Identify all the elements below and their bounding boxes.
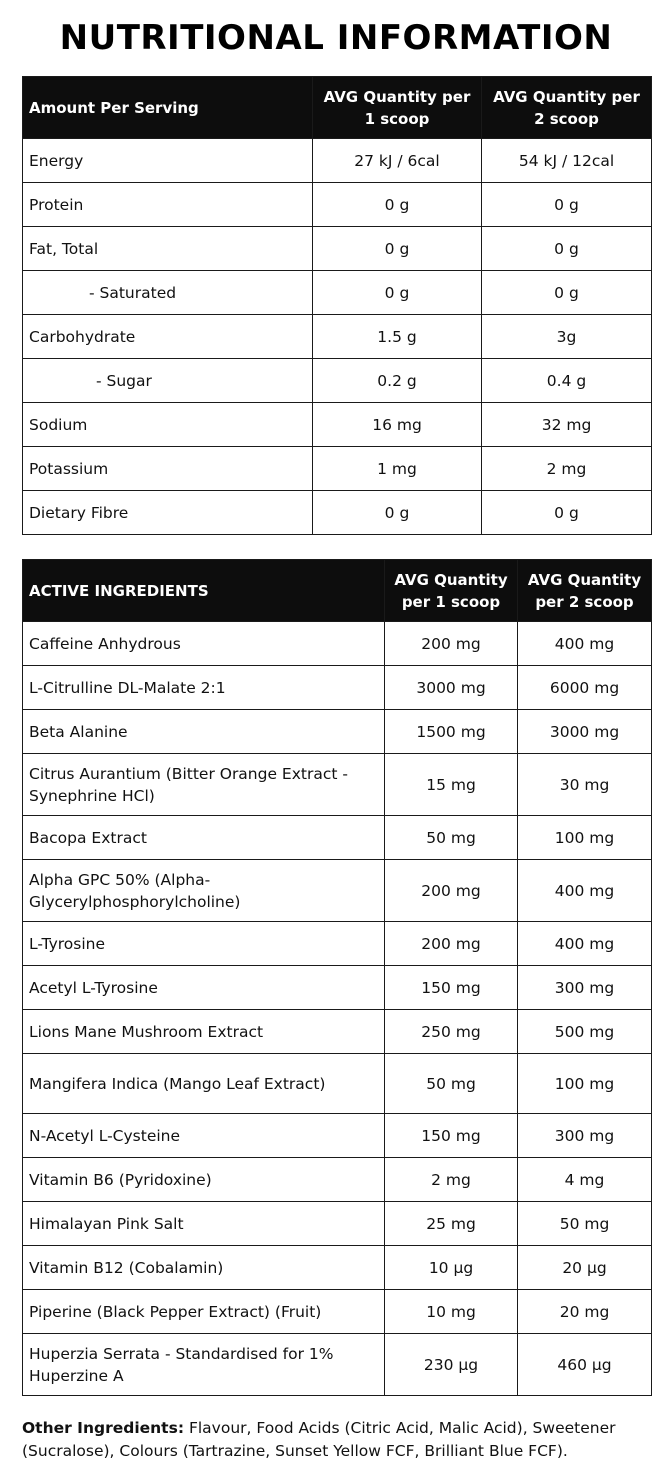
ingredient-name: N-Acetyl L-Cysteine — [23, 1114, 385, 1158]
value-two-scoop: 3g — [482, 315, 652, 359]
nutrient-name: Sodium — [23, 403, 313, 447]
value-one-scoop: 150 mg — [385, 966, 518, 1010]
other-ingredients-text: Flavour, Food Acids (Citric Acid, Malic Acid), Sweetener (Sucralose), Colours (Tartrazine, Sunset Yellow FCF, Brilliant Blue FCF). — [22, 1419, 616, 1460]
ingredient-name: Bacopa Extract — [23, 816, 385, 860]
value-two-scoop: 100 mg — [518, 1054, 652, 1114]
ingredient-name: Piperine (Black Pepper Extract) (Fruit) — [23, 1290, 385, 1334]
table-row — [23, 860, 652, 922]
value-two-scoop: 300 mg — [518, 1114, 652, 1158]
ingredient-name: Alpha GPC 50% (Alpha-Glycerylphosphorylcholine) — [23, 860, 385, 922]
value-two-scoop: 400 mg — [518, 922, 652, 966]
value-two-scoop: 0 g — [482, 183, 652, 227]
value-one-scoop: 16 mg — [313, 403, 482, 447]
other-ingredients — [22, 1417, 662, 1463]
value-one-scoop: 1500 mg — [385, 710, 518, 754]
nutrient-name: Potassium — [23, 447, 313, 491]
nutrient-name: Carbohydrate — [23, 315, 313, 359]
value-two-scoop: 6000 mg — [518, 666, 652, 710]
table-row — [23, 622, 652, 666]
value-two-scoop: 50 mg — [518, 1202, 652, 1246]
nutrient-name: Fat, Total — [23, 227, 313, 271]
nutrient-name: Protein — [23, 183, 313, 227]
column-header-one-scoop: AVG Quantity per 1 scoop — [385, 560, 518, 622]
active-header-row — [23, 560, 652, 622]
value-one-scoop: 250 mg — [385, 1010, 518, 1054]
active-ingredients-table — [22, 559, 652, 1396]
value-two-scoop: 300 mg — [518, 966, 652, 1010]
table-row — [23, 966, 652, 1010]
ingredient-name: Citrus Aurantium (Bitter Orange Extract - Synephrine HCl) — [23, 754, 385, 816]
value-two-scoop: 20 mg — [518, 1290, 652, 1334]
table-row — [23, 754, 652, 816]
value-one-scoop: 200 mg — [385, 922, 518, 966]
value-one-scoop: 0 g — [313, 491, 482, 535]
table-row — [23, 1290, 652, 1334]
value-two-scoop: 32 mg — [482, 403, 652, 447]
page-title: NUTRITIONAL INFORMATION — [59, 18, 613, 58]
other-ingredients-label: Other Ingredients: — [22, 1419, 185, 1437]
table-row — [23, 359, 652, 403]
value-one-scoop: 10 μg — [385, 1246, 518, 1290]
table-row — [23, 227, 652, 271]
value-one-scoop: 25 mg — [385, 1202, 518, 1246]
value-one-scoop: 0 g — [313, 227, 482, 271]
value-one-scoop: 1.5 g — [313, 315, 482, 359]
ingredient-name: Vitamin B12 (Cobalamin) — [23, 1246, 385, 1290]
table-row — [23, 1114, 652, 1158]
ingredient-name: Lions Mane Mushroom Extract — [23, 1010, 385, 1054]
value-two-scoop: 0.4 g — [482, 359, 652, 403]
table-row — [23, 816, 652, 860]
value-one-scoop: 230 μg — [385, 1334, 518, 1396]
value-one-scoop: 10 mg — [385, 1290, 518, 1334]
value-two-scoop: 4 mg — [518, 1158, 652, 1202]
table-row — [23, 271, 652, 315]
value-one-scoop: 0.2 g — [313, 359, 482, 403]
value-one-scoop: 200 mg — [385, 622, 518, 666]
nutrient-name: Energy — [23, 139, 313, 183]
ingredient-name: Huperzia Serrata - Standardised for 1% Huperzine A — [23, 1334, 385, 1396]
table-row — [23, 922, 652, 966]
table-row — [23, 183, 652, 227]
ingredient-name: L-Tyrosine — [23, 922, 385, 966]
value-one-scoop: 0 g — [313, 183, 482, 227]
nutrient-name: - Sugar — [23, 359, 313, 403]
table-row — [23, 1010, 652, 1054]
value-two-scoop: 0 g — [482, 271, 652, 315]
value-two-scoop: 3000 mg — [518, 710, 652, 754]
ingredient-name: L-Citrulline DL-Malate 2:1 — [23, 666, 385, 710]
nutrient-name: - Saturated — [23, 271, 313, 315]
ingredient-name: Mangifera Indica (Mango Leaf Extract) — [23, 1054, 385, 1114]
value-one-scoop: 150 mg — [385, 1114, 518, 1158]
value-two-scoop: 54 kJ / 12cal — [482, 139, 652, 183]
table-row — [23, 491, 652, 535]
table-row — [23, 1202, 652, 1246]
value-one-scoop: 0 g — [313, 271, 482, 315]
table-row — [23, 139, 652, 183]
column-header-two-scoop: AVG Quantity per 2 scoop — [482, 77, 652, 139]
value-two-scoop: 0 g — [482, 491, 652, 535]
value-two-scoop: 460 μg — [518, 1334, 652, 1396]
value-two-scoop: 30 mg — [518, 754, 652, 816]
value-one-scoop: 50 mg — [385, 1054, 518, 1114]
nutrient-name: Dietary Fibre — [23, 491, 313, 535]
column-header-ingredient: ACTIVE INGREDIENTS — [23, 560, 385, 622]
column-header-two-scoop: AVG Quantity per 2 scoop — [518, 560, 652, 622]
value-two-scoop: 2 mg — [482, 447, 652, 491]
table-row — [23, 1334, 652, 1396]
ingredient-name: Himalayan Pink Salt — [23, 1202, 385, 1246]
value-one-scoop: 27 kJ / 6cal — [313, 139, 482, 183]
nutrition-facts-table — [22, 76, 652, 535]
value-two-scoop: 20 μg — [518, 1246, 652, 1290]
value-two-scoop: 0 g — [482, 227, 652, 271]
value-two-scoop: 400 mg — [518, 860, 652, 922]
nutrition-header-row — [23, 77, 652, 139]
table-row — [23, 315, 652, 359]
column-header-amount: Amount Per Serving — [23, 77, 313, 139]
table-row — [23, 666, 652, 710]
table-row — [23, 1246, 652, 1290]
ingredient-name: Caffeine Anhydrous — [23, 622, 385, 666]
table-row — [23, 710, 652, 754]
value-two-scoop: 100 mg — [518, 816, 652, 860]
value-one-scoop: 3000 mg — [385, 666, 518, 710]
value-one-scoop: 2 mg — [385, 1158, 518, 1202]
value-two-scoop: 500 mg — [518, 1010, 652, 1054]
table-row — [23, 1054, 652, 1114]
column-header-one-scoop: AVG Quantity per 1 scoop — [313, 77, 482, 139]
ingredient-name: Beta Alanine — [23, 710, 385, 754]
table-row — [23, 447, 652, 491]
ingredient-name: Acetyl L-Tyrosine — [23, 966, 385, 1010]
value-one-scoop: 15 mg — [385, 754, 518, 816]
value-one-scoop: 50 mg — [385, 816, 518, 860]
value-two-scoop: 400 mg — [518, 622, 652, 666]
table-row — [23, 403, 652, 447]
value-one-scoop: 1 mg — [313, 447, 482, 491]
table-row — [23, 1158, 652, 1202]
value-one-scoop: 200 mg — [385, 860, 518, 922]
ingredient-name: Vitamin B6 (Pyridoxine) — [23, 1158, 385, 1202]
